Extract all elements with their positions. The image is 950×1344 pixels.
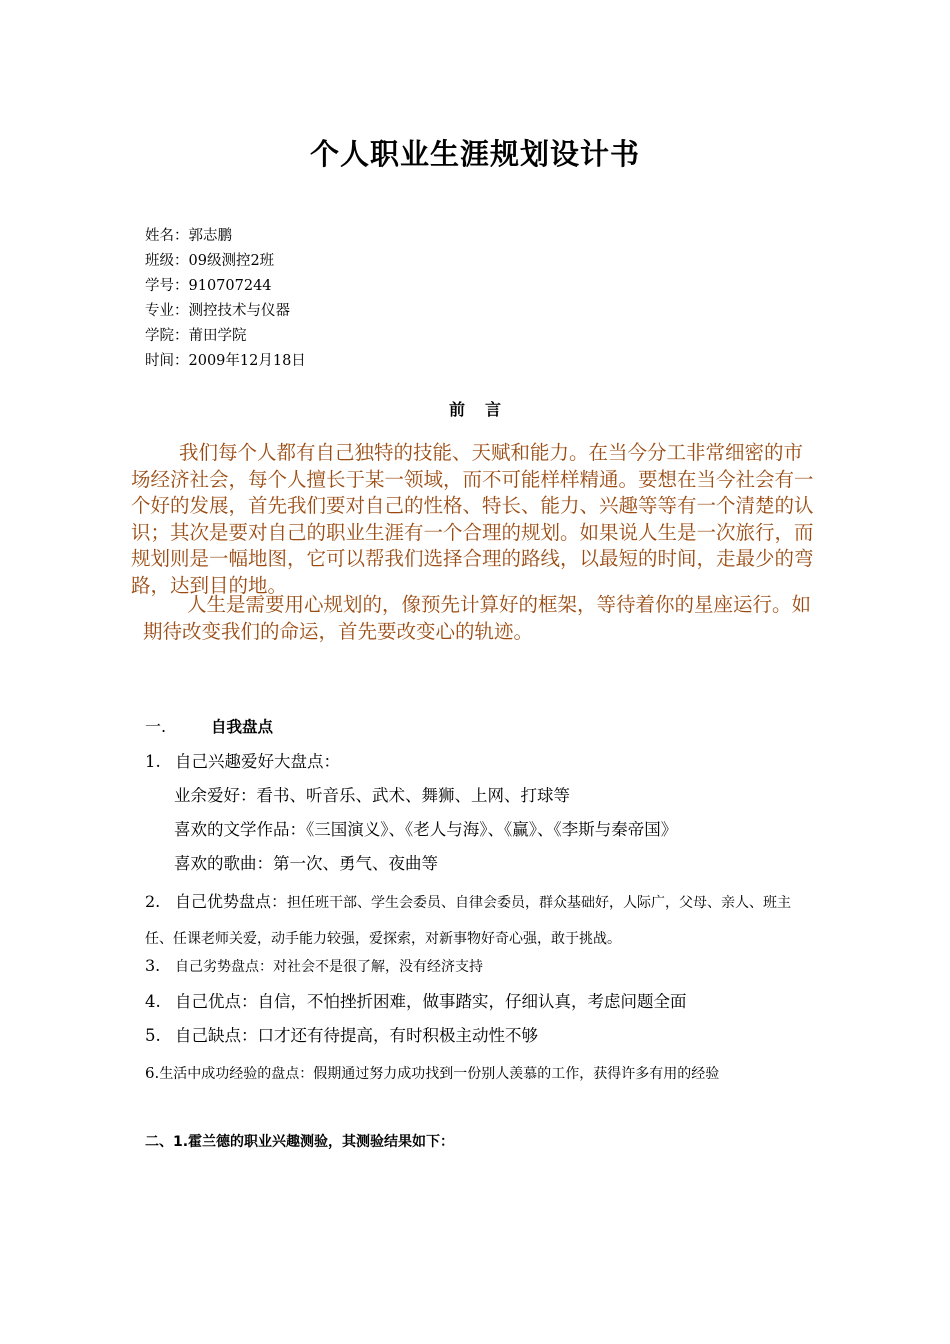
item-1-text: 自己兴趣爱好大盘点： xyxy=(175,752,340,771)
item-4 xyxy=(145,988,687,1012)
item-1 xyxy=(145,748,340,772)
item-3-index: 3. xyxy=(145,956,161,975)
info-college: 学院：莆田学院 xyxy=(145,328,247,344)
section-1-number: 一. xyxy=(145,717,167,736)
info-major: 专业：测控技术与仪器 xyxy=(145,303,290,319)
preface-paragraph-1: 我们每个人都有自己独特的技能、天赋和能力。在当今分工非常细密的市场经济社会，每个人擅长于某一领域，而不可能样样精通。要想在当今社会有一个好的发展，首先我们要对自己的性格、特长、能力、兴趣等等有一个清楚的认识；其次是要对自己的职业生涯有一个合理的规划。如果说人生是一次旅行，而规划则是一幅地图，它可以帮我们选择合理的路线，以最短的时间，走最少的弯路，达到目的地。 xyxy=(131,441,814,597)
songs-line: 喜欢的歌曲：第一次、勇气、夜曲等 xyxy=(174,854,438,873)
item-6-text: 生活中成功经验的盘点：假期通过努力成功找到一份别人羡慕的工作，获得许多有用的经验 xyxy=(159,1066,720,1082)
item-3-text: 自己劣势盘点：对社会不是很了解，没有经济支持 xyxy=(175,959,483,975)
item-2 xyxy=(145,884,815,957)
item-6-index: 6. xyxy=(145,1064,160,1082)
item-5-index: 5. xyxy=(145,1026,161,1045)
section-2-heading: 二、1.霍兰德的职业兴趣测验，其测验结果如下： xyxy=(145,1134,455,1150)
personal-info xyxy=(145,224,306,374)
item-2-index: 2. xyxy=(145,892,161,911)
item-1-index: 1. xyxy=(145,752,161,771)
section-1-heading xyxy=(145,714,273,737)
info-student-id: 学号：910707244 xyxy=(145,278,272,294)
info-date: 时间：2009年12月18日 xyxy=(145,353,306,369)
hobbies-line: 业余爱好：看书、听音乐、武术、舞狮、上网、打球等 xyxy=(174,786,570,805)
item-4-text: 自己优点：自信，不怕挫折困难，做事踏实，仔细认真，考虑问题全面 xyxy=(175,992,687,1011)
info-name: 姓名：郭志鹏 xyxy=(145,228,232,244)
preface-heading: 前言 xyxy=(448,400,521,419)
item-3 xyxy=(145,956,483,976)
info-class: 班级：09级测控2班 xyxy=(145,253,275,269)
literature-line: 喜欢的文学作品：《三国演义》、《老人与海》、《赢》、《李斯与秦帝国》 xyxy=(174,820,678,839)
document-title: 个人职业生涯规划设计书 xyxy=(309,137,640,171)
item-5 xyxy=(145,1022,538,1046)
item-6 xyxy=(145,1055,815,1093)
item-2-label: 自己优势盘点： xyxy=(175,892,288,911)
section-1-title: 自我盘点 xyxy=(211,718,274,736)
item-5-text: 自己缺点：口才还有待提高，有时积极主动性不够 xyxy=(175,1026,538,1045)
item-4-index: 4. xyxy=(145,992,161,1011)
item-2-text: 担任班干部、学生会委员、自律会委员，群众基础好，人际广，父母、亲人、班主任、任课老师关爱，动手能力较强，爱探索，对新事物好奇心强，敢于挑战。 xyxy=(145,895,792,947)
preface-paragraph-2: 人生是需要用心规划的，像预先计算好的框架，等待着你的星座运行。如期待改变我们的命运，首先要改变心的轨迹。 xyxy=(143,593,812,643)
